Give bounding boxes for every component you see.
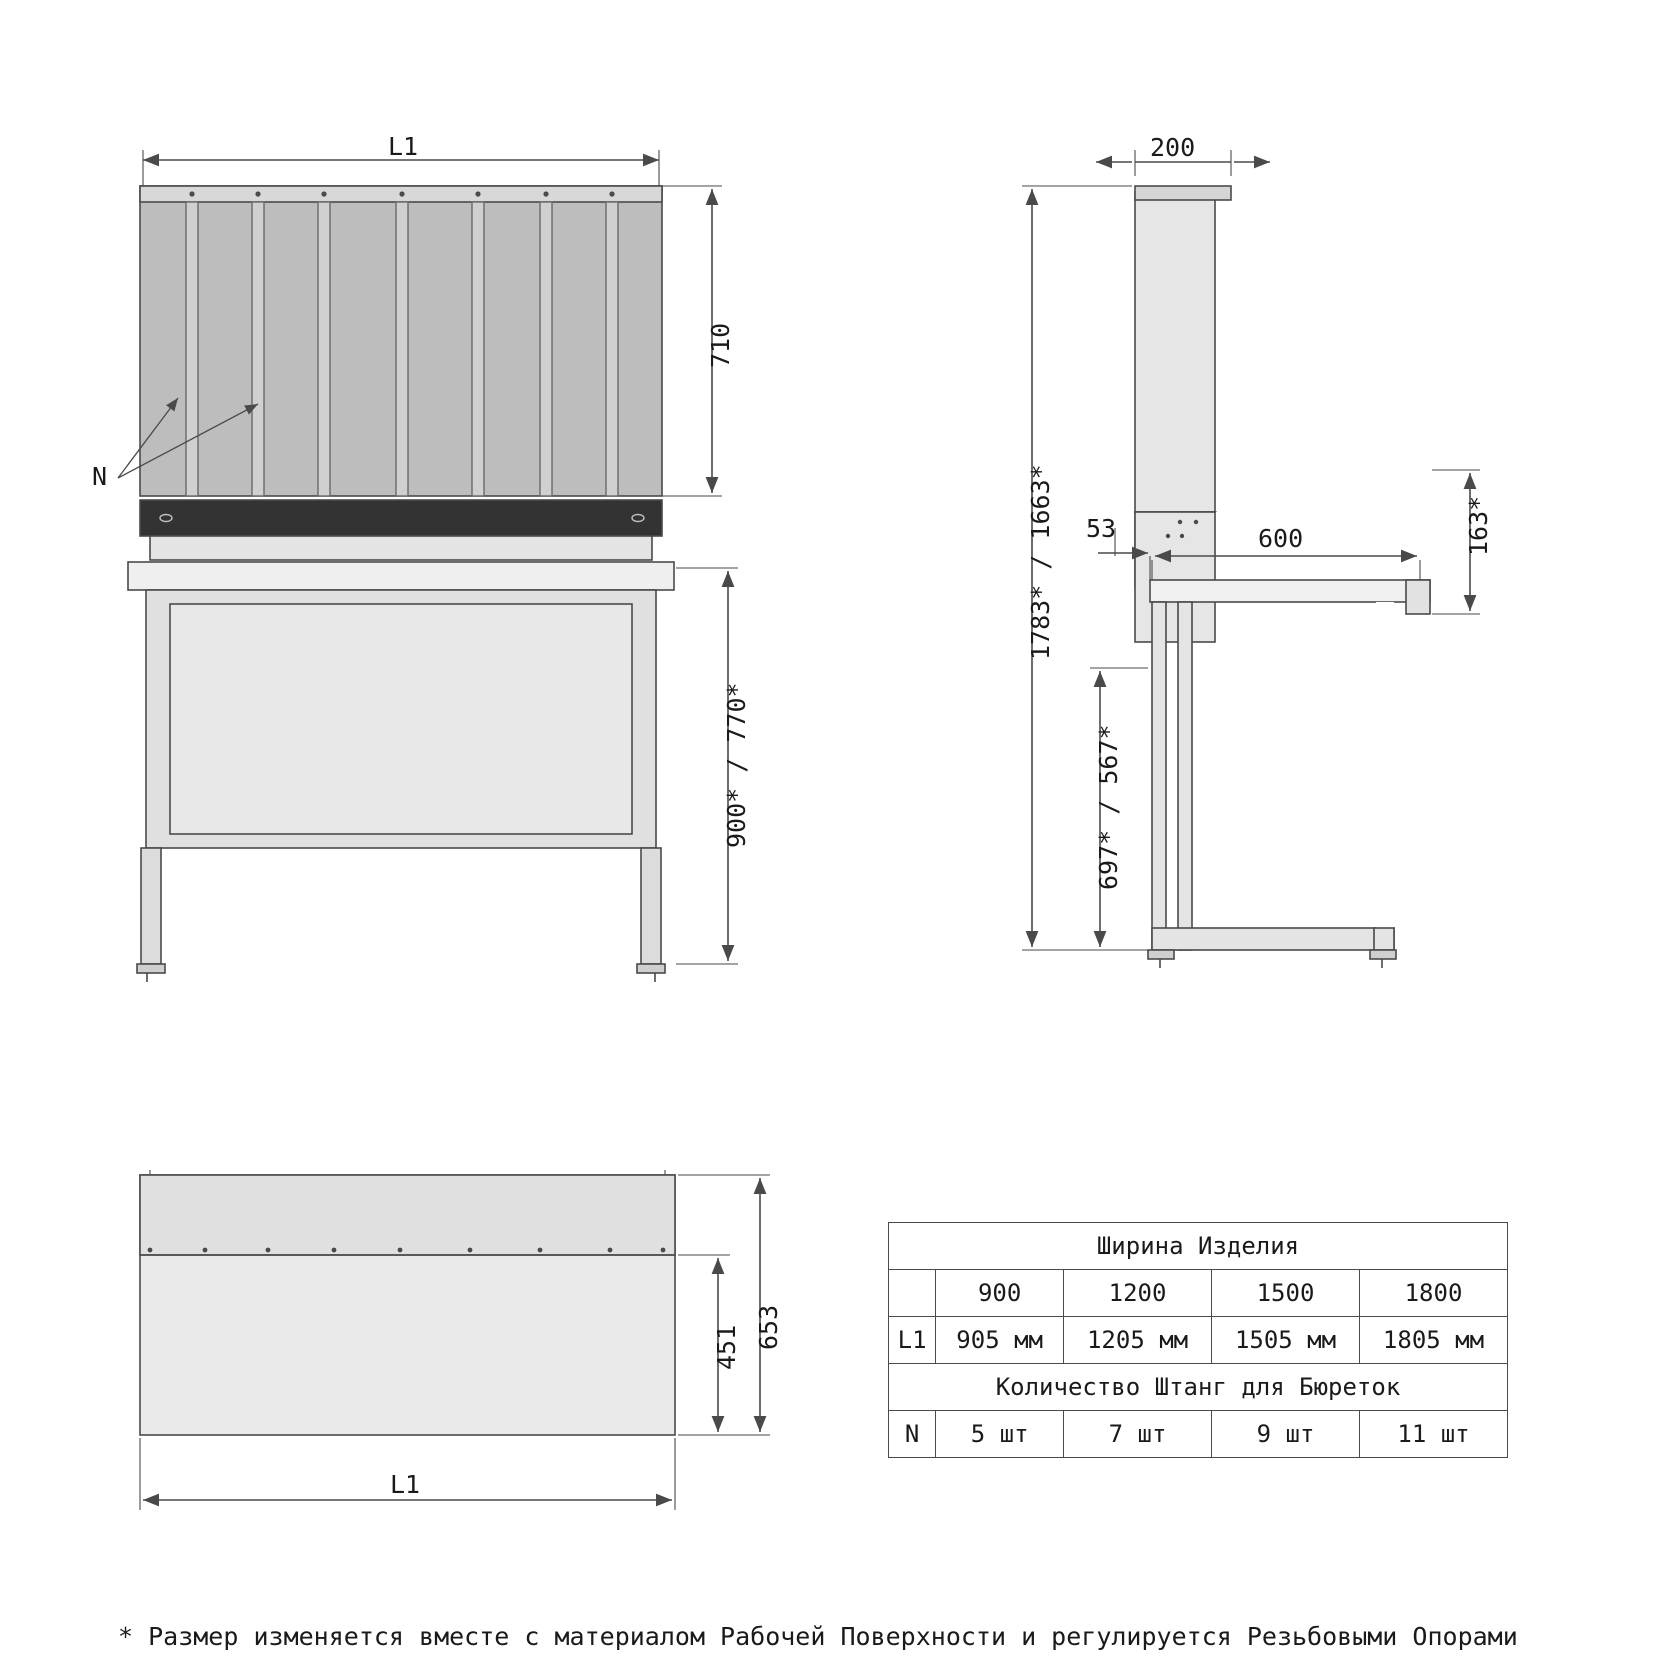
side-view-total-height-label: 1783* / 1663* bbox=[1026, 464, 1055, 660]
table-cell-n-1: 7 шт bbox=[1064, 1411, 1212, 1458]
front-view-width-label: L1 bbox=[388, 132, 419, 161]
side-view-top-depth-label: 200 bbox=[1150, 133, 1196, 162]
side-view-offset-label: 53 bbox=[1086, 514, 1117, 543]
table-header-title: Ширина Изделия bbox=[889, 1223, 1508, 1270]
table-cell-empty bbox=[889, 1270, 936, 1317]
table-cell-n-0: 5 шт bbox=[936, 1411, 1064, 1458]
side-view-leg-height-label: 697* / 567* bbox=[1094, 724, 1123, 890]
table-cell-width-0: 900 bbox=[936, 1270, 1064, 1317]
table-subheader-title: Количество Штанг для Бюреток bbox=[889, 1364, 1508, 1411]
table-cell-width-3: 1800 bbox=[1360, 1270, 1508, 1317]
footnote-text: * Размер изменяется вместе с материалом Рабочей Поверхности и регулируется Резьбовыми Опорами bbox=[118, 1622, 1518, 1651]
table-cell-l1-label: L1 bbox=[889, 1317, 936, 1364]
table-row-header bbox=[889, 1223, 1508, 1270]
top-view-depth-total-label: 653 bbox=[754, 1304, 783, 1350]
table-cell-l1-3: 1805 мм bbox=[1360, 1317, 1508, 1364]
table-cell-l1-1: 1205 мм bbox=[1064, 1317, 1212, 1364]
table-cell-n-2: 9 шт bbox=[1212, 1411, 1360, 1458]
top-view-depth-inner-label: 451 bbox=[712, 1324, 741, 1370]
side-view-worktop-depth-label: 600 bbox=[1258, 524, 1304, 553]
top-view-width-label: L1 bbox=[390, 1470, 421, 1499]
table-row-l1 bbox=[889, 1317, 1508, 1364]
rods-count-callout-label: N bbox=[92, 462, 108, 491]
front-view-shelf-height-label: 710 bbox=[706, 322, 735, 368]
table-cell-l1-0: 905 мм bbox=[936, 1317, 1064, 1364]
table-cell-l1-2: 1505 мм bbox=[1212, 1317, 1360, 1364]
table-row-n bbox=[889, 1411, 1508, 1458]
table-cell-n-label: N bbox=[889, 1411, 936, 1458]
table-cell-n-3: 11 шт bbox=[1360, 1411, 1508, 1458]
side-view-overhang-label: 163* bbox=[1464, 495, 1493, 556]
table-cell-width-1: 1200 bbox=[1064, 1270, 1212, 1317]
front-view-table-height-label: 900* / 770* bbox=[722, 682, 751, 848]
table-row-widths bbox=[889, 1270, 1508, 1317]
table-row-subheader bbox=[889, 1364, 1508, 1411]
spec-table bbox=[888, 1222, 1508, 1458]
table-cell-width-2: 1500 bbox=[1212, 1270, 1360, 1317]
